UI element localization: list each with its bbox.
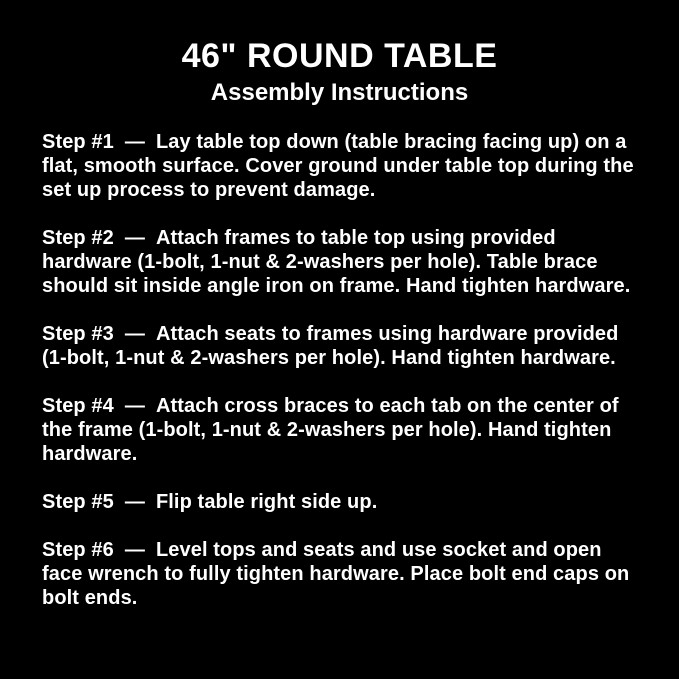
step-label: Step #6 bbox=[42, 539, 114, 562]
step-separator: — bbox=[124, 131, 145, 154]
step-separator: — bbox=[124, 395, 145, 418]
page-title: 46" ROUND TABLE bbox=[181, 37, 498, 75]
step-separator: — bbox=[124, 323, 145, 346]
step-label: Step #4 bbox=[42, 395, 114, 418]
page-subtitle: Assembly Instructions bbox=[210, 79, 469, 107]
step-text: Lay table top down (table bracing facing up) on a flat, smooth surface. Cover ground under table top during the set up process to prevent damage. bbox=[42, 131, 634, 202]
step-item-5 bbox=[42, 490, 643, 514]
step-text: Level tops and seats and use socket and open face wrench to fully tighten hardware. Place bolt end caps on bolt ends. bbox=[42, 539, 630, 610]
step-item-6 bbox=[42, 538, 643, 610]
step-item-2 bbox=[42, 226, 643, 298]
step-item-3 bbox=[42, 322, 643, 370]
step-label: Step #5 bbox=[42, 491, 114, 514]
step-separator: — bbox=[124, 491, 145, 514]
step-label: Step #1 bbox=[42, 131, 114, 154]
steps-list bbox=[0, 108, 679, 610]
step-text: Attach frames to table top using provided hardware (1-bolt, 1-nut & 2-washers per hole). Table brace should sit inside angle iron on frame. Hand tighten hardware. bbox=[42, 227, 631, 298]
step-text: Flip table right side up. bbox=[155, 491, 378, 514]
step-item-4 bbox=[42, 394, 643, 466]
step-text: Attach seats to frames using hardware provided (1-bolt, 1-nut & 2-washers per hole). Hand tighten hardware. bbox=[42, 323, 619, 370]
step-item-1 bbox=[42, 130, 643, 202]
step-label: Step #3 bbox=[42, 323, 114, 346]
step-separator: — bbox=[124, 539, 145, 562]
step-text: Attach cross braces to each tab on the center of the frame (1-bolt, 1-nut & 2-washers per hole). Hand tighten hardware. bbox=[42, 395, 619, 466]
step-label: Step #2 bbox=[42, 227, 114, 250]
step-separator: — bbox=[124, 227, 145, 250]
header bbox=[0, 0, 679, 108]
